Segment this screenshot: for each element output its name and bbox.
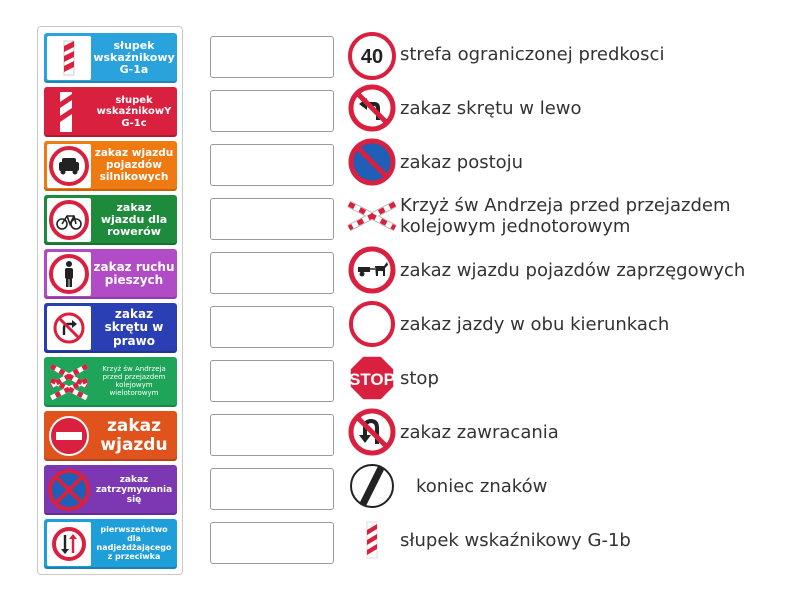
speed-limit-value: 40 (360, 46, 384, 68)
speed-limit-40-icon (346, 32, 398, 80)
drop-box-7[interactable] (210, 360, 334, 402)
tile-panel (37, 26, 183, 575)
target-label: stop (400, 368, 439, 389)
drop-box-3[interactable] (210, 144, 334, 186)
tile-label: zakaz ruchu pieszych (93, 259, 175, 287)
tile-zakaz-pieszych[interactable] (44, 249, 177, 299)
priority-oncoming-icon (47, 522, 91, 566)
tile-label: zakaz wjazdu dla rowerów (100, 200, 168, 239)
tile-slupek-g1c[interactable] (44, 87, 177, 137)
drop-box-10[interactable] (210, 522, 334, 564)
tile-label: zakaz wjazdu (100, 415, 168, 455)
tile-label: zakaz skrętu w prawo (104, 306, 164, 348)
no-u-turn-icon (346, 408, 398, 456)
no-left-turn-icon (346, 84, 398, 132)
no-bicycles-icon (47, 198, 91, 242)
tile-zakaz-wjazdu[interactable] (44, 411, 177, 461)
drop-box-4[interactable] (210, 198, 334, 240)
tile-pierwszenstwo-z-przeciwka[interactable] (44, 519, 177, 569)
tile-slupek-g1a[interactable] (44, 33, 177, 83)
target-label: strefa ograniczonej predkosci (400, 44, 665, 65)
target-label: zakaz jazdy w obu kierunkach (400, 314, 670, 335)
post-g1c-icon (47, 90, 91, 134)
end-of-restrictions-icon (346, 462, 398, 510)
tile-zakaz-rowerow[interactable] (44, 195, 177, 245)
tile-zakaz-skretu-prawo[interactable] (44, 303, 177, 353)
drop-box-1[interactable] (210, 36, 334, 78)
no-pedestrians-icon (47, 252, 91, 296)
target-label-line1: Krzyż św Andrzeja przed przejazdem (400, 195, 731, 216)
tile-label: pierwszeństwo dla nadjeżdżającego z przeciwka (96, 525, 172, 561)
tile-label: słupek wskaźnikowy G-1a (93, 38, 175, 77)
no-vehicles-icon (346, 300, 398, 348)
tile-label: zakaz zatrzymywania się (95, 474, 173, 506)
st-andrews-cross-single-icon (346, 192, 398, 240)
tile-label: zakaz wjazdu pojazdów silnikowych (94, 147, 174, 183)
st-andrews-cross-double-icon (47, 360, 91, 404)
no-right-turn-icon (47, 306, 91, 350)
no-motor-vehicles-icon (47, 144, 91, 188)
post-g1a-icon (47, 36, 91, 80)
drop-box-8[interactable] (210, 414, 334, 456)
drop-box-6[interactable] (210, 306, 334, 348)
tile-label: słupek wskaźnikowY G-1c (96, 95, 172, 129)
no-horse-carts-icon (346, 246, 398, 294)
stop-sign-icon (346, 354, 398, 402)
tile-label: Krzyż św Andrzeja przed przejazdem kolejowym wielotorowym (102, 365, 166, 397)
post-g1b-icon (346, 516, 398, 564)
target-label: zakaz zawracania (400, 422, 559, 443)
tile-zakaz-wjazdu-silnikowych[interactable] (44, 141, 177, 191)
target-label: słupek wskaźnikowy G-1b (400, 530, 631, 551)
no-entry-icon (47, 414, 91, 458)
drop-box-5[interactable] (210, 252, 334, 294)
no-stopping-icon (47, 468, 91, 512)
no-parking-icon (346, 138, 398, 186)
tile-krzyz-wielotorowy[interactable] (44, 357, 177, 407)
target-label-line2: kolejowym jednotorowym (400, 216, 631, 237)
target-label: zakaz skrętu w lewo (400, 98, 582, 119)
target-label: zakaz wjazdu pojazdów zaprzęgowych (400, 260, 746, 281)
drop-box-9[interactable] (210, 468, 334, 510)
stop-sign-text: STOP (349, 370, 395, 389)
target-label: koniec znaków (416, 476, 548, 497)
target-label: zakaz postoju (400, 152, 524, 173)
tile-zakaz-zatrzymywania[interactable] (44, 465, 177, 515)
drop-box-2[interactable] (210, 90, 334, 132)
